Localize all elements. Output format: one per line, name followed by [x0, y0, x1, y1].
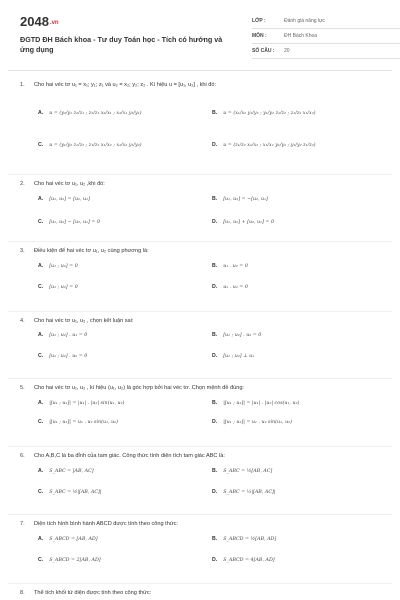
option-text: S_ABCD = 4[AB, AD] [223, 557, 275, 563]
meta-key: SỐ CÂU : [252, 48, 275, 54]
question-number: 1. [20, 82, 25, 88]
meta-row-count [252, 44, 400, 59]
option-a[interactable] [38, 263, 78, 269]
option-c[interactable] [38, 557, 101, 563]
option-a[interactable] [38, 110, 142, 116]
option-text: [u₁ ; u₂] ⊥ u₁ [223, 353, 255, 359]
question-7 [20, 521, 392, 563]
question-stem [20, 248, 392, 254]
meta-table [252, 14, 400, 59]
option-b[interactable] [212, 468, 272, 474]
logo-main: 2048 [20, 14, 49, 29]
option-letter: D. [212, 219, 218, 225]
question-text: Thể tích khối tứ diện được tính theo công thức: [34, 590, 152, 596]
header [20, 14, 385, 66]
option-d[interactable] [212, 284, 248, 290]
question-8 [20, 590, 392, 596]
option-text: |[u₁ ; u₂]| = |u₁| . |u₂| sin(u₁, u₂) [49, 400, 125, 406]
option-a[interactable] [38, 196, 90, 202]
option-text: S_ABC = ½[AB, AC] [223, 468, 273, 474]
option-b[interactable] [212, 332, 261, 338]
question-text: Diện tích hình bình hành ABCD được tính theo công thức: [34, 521, 178, 527]
option-text: S_ABCD = 2[AB, AD] [49, 557, 101, 563]
question-stem [20, 590, 392, 596]
option-text: [u₁ ; u₂] = 0 [49, 263, 78, 269]
question-5 [20, 385, 392, 425]
option-text: |[u₁ ; u₂]| = |u₁| . |u₂| cos(u₁, u₂) [223, 400, 300, 406]
question-divider [8, 514, 392, 515]
question-divider [8, 378, 392, 379]
question-number: 7. [20, 521, 25, 527]
question-text: Cho hai véc tơ u₁, u₂ , chọn kết luận sai: [34, 318, 134, 324]
option-letter: C. [38, 284, 44, 290]
option-c[interactable] [38, 219, 100, 225]
option-letter: A. [38, 468, 44, 474]
option-b[interactable] [212, 110, 316, 116]
option-text: u₁ . u₂ = 0 [223, 284, 248, 290]
meta-value: Đánh giá năng lực [284, 18, 325, 24]
option-c[interactable] [38, 353, 87, 359]
header-divider [8, 70, 392, 71]
question-stem [20, 385, 392, 391]
option-letter: A. [38, 110, 44, 116]
option-text: S_ABCD = [AB, AD] [49, 536, 98, 542]
option-letter: C. [38, 419, 44, 425]
question-1 [20, 82, 392, 148]
question-number: 5. [20, 385, 25, 391]
option-letter: B. [212, 263, 218, 269]
question-stem [20, 181, 392, 187]
logo-suffix: .vn [49, 19, 59, 26]
meta-row-subject [252, 29, 400, 44]
meta-row-class [252, 14, 400, 29]
meta-value: 20 [284, 48, 290, 54]
option-b[interactable] [212, 196, 268, 202]
option-letter: A. [38, 332, 44, 338]
option-letter: B. [212, 536, 218, 542]
question-divider [8, 583, 392, 584]
option-letter: D. [212, 284, 218, 290]
option-d[interactable] [212, 142, 316, 148]
option-c[interactable] [38, 419, 118, 425]
question-divider [8, 174, 392, 175]
question-number: 8. [20, 590, 25, 596]
question-stem [20, 521, 392, 527]
logo[interactable] [20, 14, 59, 29]
option-d[interactable] [212, 489, 276, 495]
option-d[interactable] [212, 219, 274, 225]
option-b[interactable] [212, 263, 248, 269]
option-text: [u₁ ; u₂] = 0 [49, 284, 78, 290]
option-text: |[u₁ ; u₂]| = u₁ . u₂ sin(u₁, u₂) [223, 419, 292, 425]
option-c[interactable] [38, 142, 142, 148]
question-number: 6. [20, 453, 25, 459]
option-letter: C. [38, 353, 44, 359]
question-text: Cho A,B,C là ba đỉnh của tam giác. Công thức tính diện tích tam giác ABC là: [34, 453, 225, 459]
question-text: Cho hai véc tơ u₁, u₂ ,khi đó: [34, 181, 105, 187]
option-letter: B. [212, 400, 218, 406]
option-text: [u₁ ; u₂] . u₂ = 0 [223, 332, 262, 338]
question-stem [20, 82, 392, 88]
page-title: ĐGTD ĐH Bách khoa - Tư duy Toán học - Tích có hướng và ứng dụng [20, 35, 223, 54]
option-a[interactable] [38, 468, 94, 474]
option-letter: D. [212, 489, 218, 495]
option-a[interactable] [38, 332, 87, 338]
option-letter: A. [38, 196, 44, 202]
option-c[interactable] [38, 489, 102, 495]
option-b[interactable] [212, 400, 299, 406]
option-text: S_ABC = ½|[AB, AC]| [49, 489, 102, 495]
option-text: S_ABCD = ½[AB, AD] [223, 536, 277, 542]
option-d[interactable] [212, 557, 275, 563]
question-3 [20, 248, 392, 290]
option-text: [u₁ ; u₂] . u₁ = 0 [49, 332, 88, 338]
question-number: 2. [20, 181, 25, 187]
option-c[interactable] [38, 284, 78, 290]
option-text: u = (y₂/y₁ z₂/z₁ ; z₂/z₁ x₂/x₁ ; x₂/x₁ y₂/y₁) [49, 110, 142, 116]
meta-key: LỚP : [252, 18, 266, 24]
question-4 [20, 318, 392, 359]
question-text: Điều kiện để hai véc tơ u₁, u₂ cùng phương là: [34, 248, 149, 254]
question-2 [20, 181, 392, 225]
option-text: |[u₁ ; u₂]| = u₁ . u₂ sin(u₁, u₂) [49, 419, 118, 425]
option-letter: D. [212, 142, 218, 148]
question-stem [20, 318, 392, 324]
option-d[interactable] [212, 353, 254, 359]
option-letter: A. [38, 263, 44, 269]
option-text: [u₁, u₂] = −[u₂, u₁] [223, 196, 268, 202]
option-letter: A. [38, 536, 44, 542]
option-letter: A. [38, 400, 44, 406]
question-divider [8, 446, 392, 447]
option-text: S_ABC = [AB, AC] [49, 468, 94, 474]
question-text: Cho hai véc tơ u₁, u₂ , kí hiệu (u₁, u₂) là góc hợp bởi hai véc tơ. Chọn mệnh đề đúng: [34, 385, 244, 391]
option-letter: B. [212, 110, 218, 116]
option-letter: D. [212, 557, 218, 563]
question-stem [20, 453, 392, 459]
option-letter: C. [38, 489, 44, 495]
option-text: S_ABC = ⅓|[AB, AC]| [223, 489, 276, 495]
option-text: u = (x₁/x₂ y₁/y₂ ; y₁/y₂ z₁/z₂ ; z₁/z₂ x₁/x₂) [223, 110, 316, 116]
option-text: u = (y₁/y₂ z₁/z₂ ; z₁/z₂ x₁/x₂ ; x₁/x₂ y₁/y₂) [49, 142, 142, 148]
option-a[interactable] [38, 536, 98, 542]
option-letter: B. [212, 196, 218, 202]
option-letter: C. [38, 557, 44, 563]
option-text: [u₁, u₂] − [u₂, u₁] = 0 [49, 219, 101, 225]
option-letter: B. [212, 332, 218, 338]
option-letter: D. [212, 419, 218, 425]
option-text: u₁ . u₂ = 0 [223, 263, 248, 269]
option-letter: B. [212, 468, 218, 474]
question-number: 4. [20, 318, 25, 324]
option-letter: C. [38, 219, 44, 225]
option-text: [u₁ ; u₂] . u₂ = 0 [49, 353, 88, 359]
option-text: u = (z₁/z₂ x₁/x₂ ; x₁/x₂ y₁/y₂ ; y₁/y₂ z₁/z₂) [223, 142, 316, 148]
option-letter: D. [212, 353, 218, 359]
question-divider [8, 311, 392, 312]
question-text: Cho hai véc tơ u₁ = x₁; y₁; z₁ và u₂ = x₂; y₂; z₂ . Kí hiệu u = [u₁, u₂] , khi đó: [34, 82, 217, 88]
option-text: [u₁, u₂] + [u₂, u₁] = 0 [223, 219, 275, 225]
question-number: 3. [20, 248, 25, 254]
option-text: [u₁, u₂] = [u₂, u₁] [49, 196, 90, 202]
option-d[interactable] [212, 419, 292, 425]
option-a[interactable] [38, 400, 124, 406]
meta-key: MÔN : [252, 33, 267, 39]
question-divider [8, 241, 392, 242]
option-letter: C. [38, 142, 44, 148]
option-b[interactable] [212, 536, 276, 542]
question-6 [20, 453, 392, 495]
meta-value: ĐH Bách Khoa [284, 33, 318, 39]
